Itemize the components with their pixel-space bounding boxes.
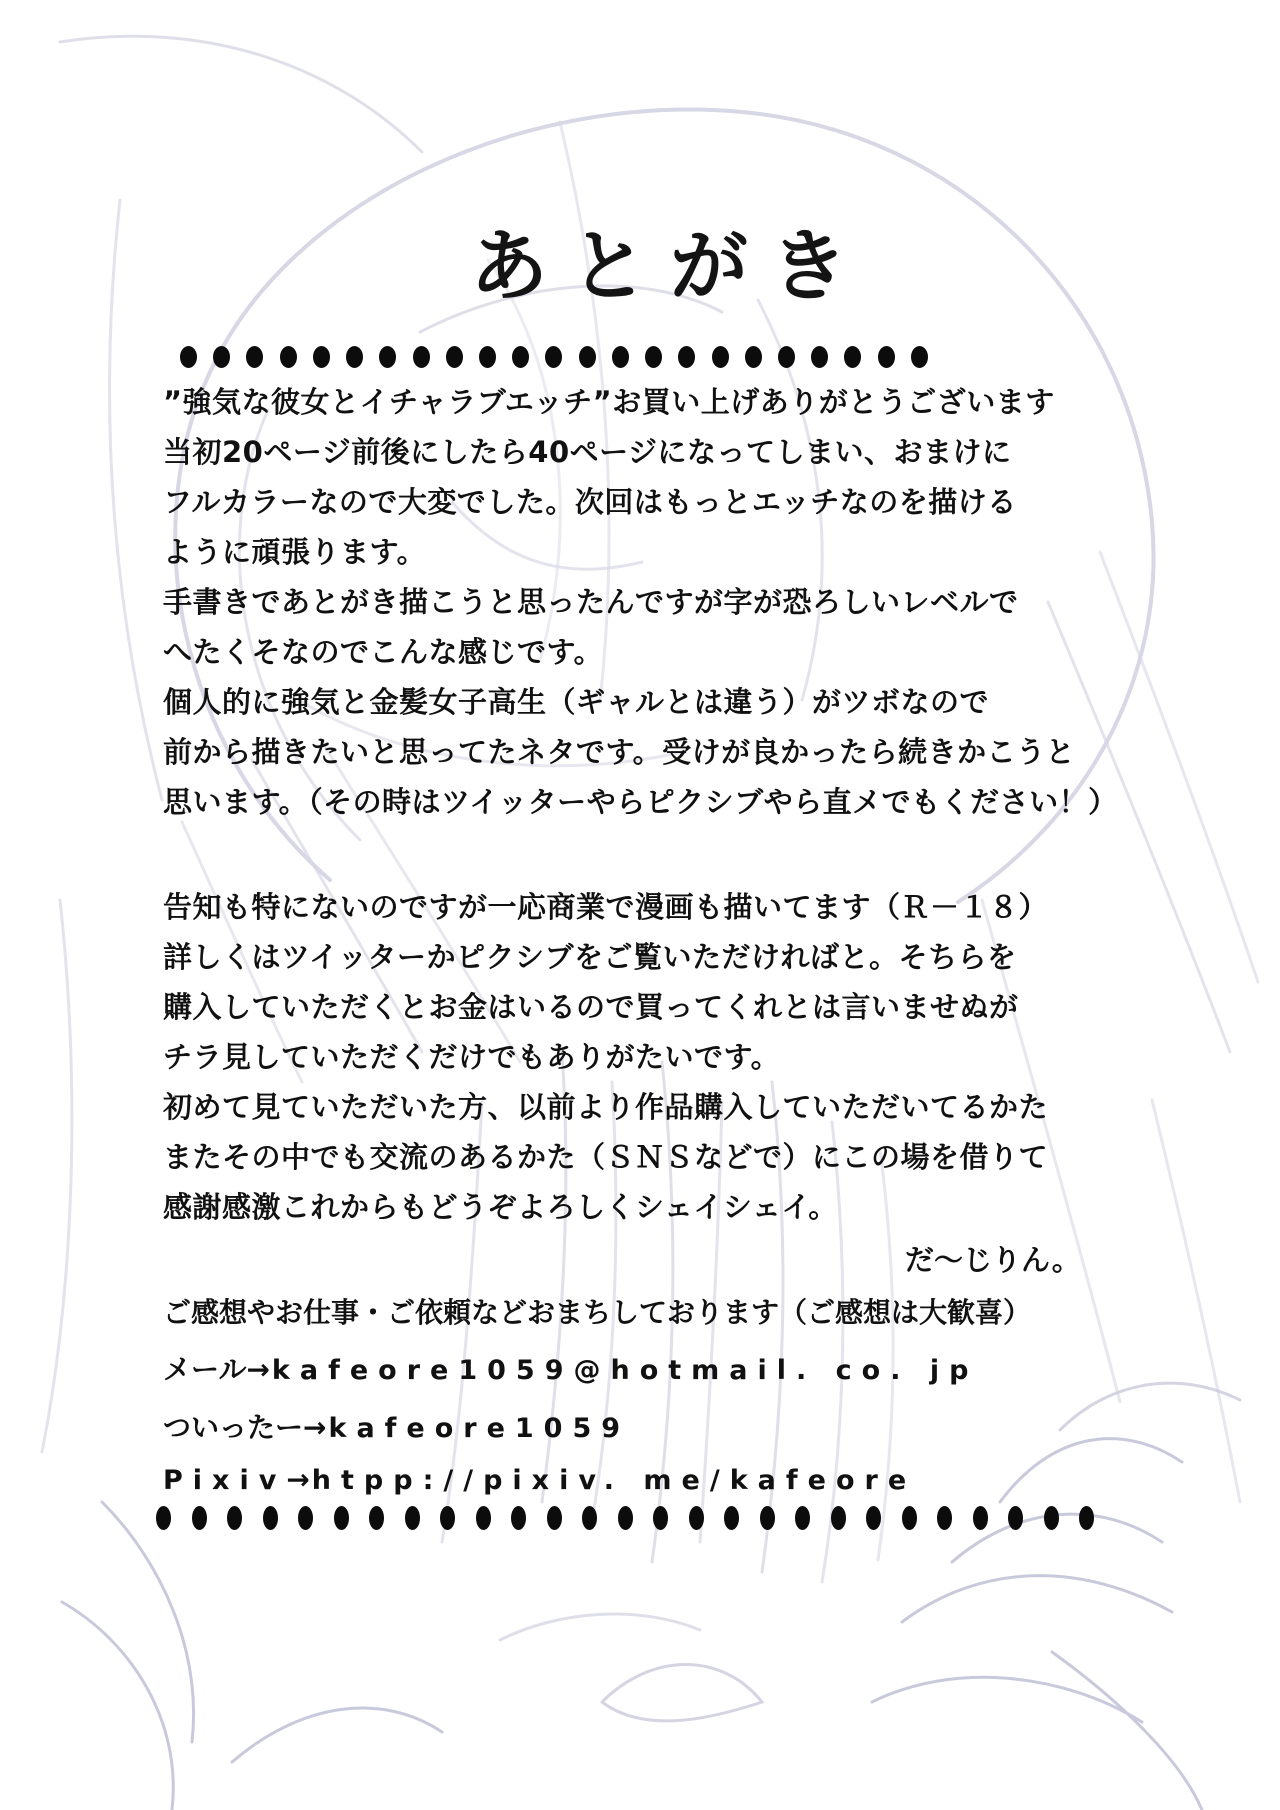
text-line: チラ見していただくだけでもありがたいです。 [163,1040,781,1074]
dot [298,1506,313,1530]
dot [346,346,363,368]
pixiv-label: Pixiv [163,1465,287,1496]
dot [902,1506,917,1530]
dot [618,1506,633,1530]
dot [612,346,629,368]
dot [795,1506,810,1530]
dot [724,1506,739,1530]
dot [1079,1506,1094,1530]
dot [653,1506,668,1530]
dot [227,1506,242,1530]
arrow-icon: → [286,1463,312,1496]
pixiv-url: htpp://pixiv. me/kafeore [311,1465,917,1496]
dot [280,346,297,368]
dot [1044,1506,1059,1530]
email-address: kafeore1059@hotmail. co. jp [271,1355,979,1386]
text-line: フルカラーなので大変でした。次回はもっとエッチなのを描ける [163,485,1017,519]
dot [369,1506,384,1530]
dot [545,346,562,368]
dot [937,1506,952,1530]
dot [446,346,463,368]
twitter-label: ついったー [163,1411,304,1444]
afterword-paragraph-1 [163,377,1173,827]
dots-divider-top [180,346,928,368]
arrow-icon: → [303,1411,329,1444]
dot [156,1506,171,1530]
page-title: あとがき [469,221,870,312]
text-line: 詳しくはツイッターかピクシブをご覧いただければと。そちらを [163,940,1017,974]
dot [689,1506,704,1530]
text-line: 前から描きたいと思ってたネタです。受けが良かったら続きかこうと [163,735,1076,769]
dot [1008,1506,1023,1530]
dot [246,346,263,368]
dot [313,346,330,368]
dot [973,1506,988,1530]
dot [180,346,197,368]
dot [379,346,396,368]
dot [866,1506,881,1530]
arrow-icon: → [246,1353,272,1386]
contact-twitter-line [163,1406,630,1446]
dot [547,1506,562,1530]
dot [582,1506,597,1530]
dot [334,1506,349,1530]
dot [831,1506,846,1530]
dot [579,346,596,368]
dot [192,1506,207,1530]
dot [911,346,928,368]
text-line: 個人的に強気と金髪女子高生（ギャルとは違う）がツボなので [163,685,990,719]
text-line: ”強気な彼女とイチャラブエッチ”お買い上げありがとうございます [163,385,1055,419]
text-line: ように頑張ります。 [163,535,427,569]
dot [811,346,828,368]
text-line: 手書きであとがき描こうと思ったんですが字が恐ろしいレベルで [163,585,1019,619]
dot [844,346,861,368]
dot [878,346,895,368]
dot [479,346,496,368]
dot [413,346,430,368]
dot [476,1506,491,1530]
dot [745,346,762,368]
dot [778,346,795,368]
author-signature: だ〜じりん。 [905,1243,1081,1277]
dot [645,346,662,368]
twitter-handle: kafeore1059 [328,1413,631,1444]
dot [213,346,230,368]
dots-divider-bottom [156,1506,1094,1530]
text-line: 告知も特にないのですが一応商業で漫画も描いてます（Ｒ－１８） [163,890,1049,924]
dot [760,1506,775,1530]
dot [712,346,729,368]
text-line: またその中でも交流のあるかた（ＳＮＳなどで）にこの場を借りて [163,1140,1049,1174]
text-line: 購入していただくとお金はいるので買ってくれとは言いませぬが [163,990,1019,1024]
text-line: へたくそなのでこんな感じです。 [163,635,604,669]
text-line: 思います。（その時はツイッターやらピクシブやら直メでもください！） [163,785,1118,819]
dot [678,346,695,368]
dot [405,1506,420,1530]
contact-intro-text: ご感想やお仕事・ご依頼などおまちしております（ご感想は大歓喜） [163,1296,1032,1329]
contact-email-line [163,1348,978,1388]
contact-pixiv-line [163,1463,916,1496]
dot [512,346,529,368]
dot [511,1506,526,1530]
text-line: 感謝感激これからもどうぞよろしくシェイシェイ。 [163,1190,838,1224]
text-line: 当初20ページ前後にしたら40ページになってしまい、おまけに [163,435,1012,469]
dot [263,1506,278,1530]
afterword-paragraph-2 [163,882,1173,1232]
email-label: メール [163,1353,247,1386]
dot [440,1506,455,1530]
text-line: 初めて見ていただいた方、以前より作品購入していただいてるかた [163,1090,1049,1124]
